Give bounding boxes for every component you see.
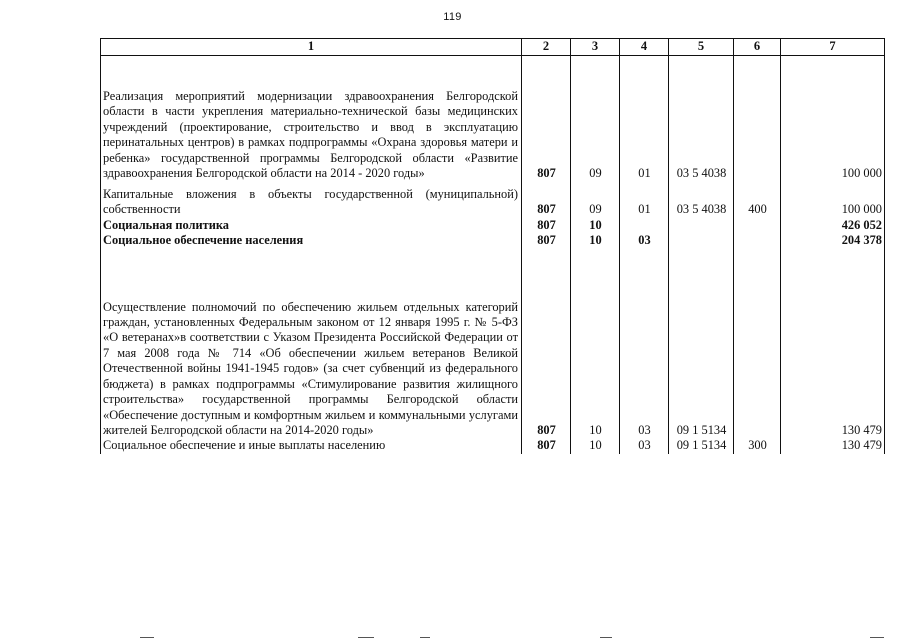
row-target: 09 1 5134 <box>669 438 734 453</box>
row-type <box>734 233 781 248</box>
row-type <box>734 56 781 182</box>
row-target: 03 5 4038 <box>669 182 734 218</box>
row-code: 807 <box>522 233 571 248</box>
row-section: 09 <box>571 56 620 182</box>
row-amount: 426 052 <box>781 218 885 233</box>
header-col-5: 5 <box>669 39 734 56</box>
header-col-3: 3 <box>571 39 620 56</box>
page-number: 119 <box>443 11 462 23</box>
row-target: 09 1 5134 <box>669 262 734 438</box>
row-description: Капитальные вложения в объекты государственной (муниципальной) собственности <box>101 182 522 218</box>
row-amount: 204 378 <box>781 233 885 248</box>
row-subsection: 03 <box>620 262 669 438</box>
header-col-2: 2 <box>522 39 571 56</box>
row-amount: 100 000 <box>781 182 885 218</box>
row-subsection: 03 <box>620 438 669 453</box>
row-type: 300 <box>734 438 781 453</box>
row-amount: 130 479 <box>781 262 885 438</box>
row-description: Социальное обеспечение населения <box>101 233 522 248</box>
row-section: 09 <box>571 182 620 218</box>
header-row <box>101 39 885 56</box>
row-target <box>669 233 734 248</box>
row-code: 807 <box>522 438 571 453</box>
row-description: Осуществление полномочий по обеспечению жильем отдельных категорий граждан, установленных Федеральным законом от 12 января 1995 г. № 5-ФЗ «О ветеранах»в соответствии с Указом Президента Российской Федерации от 7 мая 2008 года № 714 «Об обеспечении жильем ветеранов Великой Отечественной войны 1941-1945 годов» (за счет субвенций из федерального бюджета) в рамках подпрограммы «Стимулирование развития жилищного строительства» государственной программы Белгородской области «Обеспечение доступным и комфортным жильем и коммунальными услугами жителей Белгородской области на 2014-2020 годы» <box>101 262 522 438</box>
row-code: 807 <box>522 56 571 182</box>
header-col-6: 6 <box>734 39 781 56</box>
table-row <box>101 438 885 453</box>
header-col-4: 4 <box>620 39 669 56</box>
row-section: 10 <box>571 233 620 248</box>
row-target: 03 5 4038 <box>669 56 734 182</box>
row-type <box>734 218 781 233</box>
row-section: 10 <box>571 438 620 453</box>
row-code: 807 <box>522 182 571 218</box>
table-spacer-row <box>101 248 885 262</box>
table-row <box>101 218 885 233</box>
row-subsection: 01 <box>620 182 669 218</box>
scan-artifacts <box>0 632 905 638</box>
row-amount: 100 000 <box>781 56 885 182</box>
row-description: Реализация мероприятий модернизации здравоохранения Белгородской области в части укрепления материально-технической базы медицинских учреждений (проектирование, строительство и ввод в эксплуатацию перинатальных центров) в рамках подпрограммы «Охрана здоровья матери и ребенка» государственной программы Белгородской области «Развитие здравоохранения Белгородской области на 2014 - 2020 годы» <box>101 56 522 182</box>
header-col-1: 1 <box>101 39 522 56</box>
row-subsection: 03 <box>620 233 669 248</box>
table-row <box>101 262 885 438</box>
row-target <box>669 218 734 233</box>
row-type <box>734 262 781 438</box>
header-col-7: 7 <box>781 39 885 56</box>
row-amount: 130 479 <box>781 438 885 453</box>
row-subsection <box>620 218 669 233</box>
row-section: 10 <box>571 218 620 233</box>
row-code: 807 <box>522 218 571 233</box>
row-type: 400 <box>734 182 781 218</box>
row-description: Социальное обеспечение и иные выплаты населению <box>101 438 522 453</box>
row-code: 807 <box>522 262 571 438</box>
budget-table <box>100 38 885 454</box>
table-row <box>101 233 885 248</box>
row-description: Социальная политика <box>101 218 522 233</box>
row-section: 10 <box>571 262 620 438</box>
row-subsection: 01 <box>620 56 669 182</box>
table-row <box>101 182 885 218</box>
table-row <box>101 56 885 182</box>
